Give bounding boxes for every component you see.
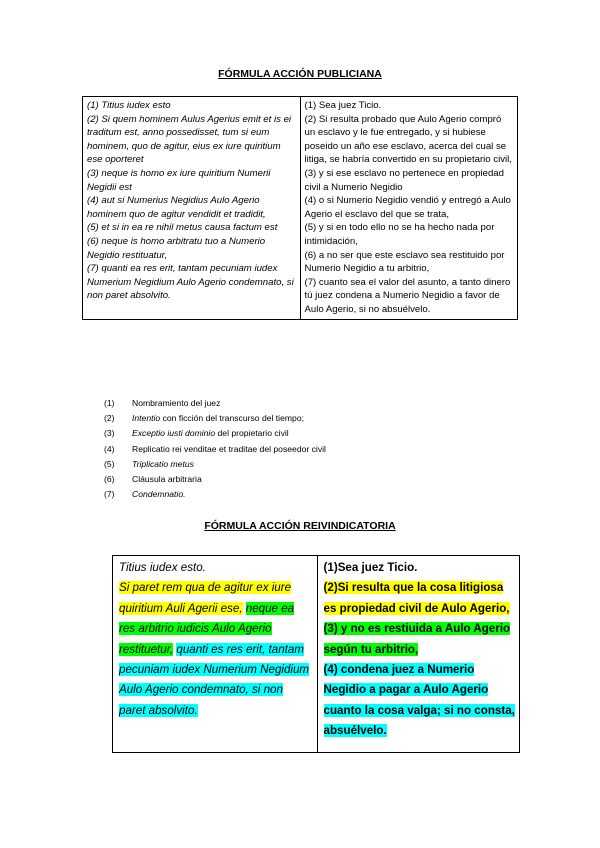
spanish-line-4: (4) o si Numerio Negidio vendió y entregó a Aulo Agerio el esclavo del que se trata, (304, 195, 511, 220)
note-number: (6) (104, 474, 115, 485)
spanish-green-highlight: (3) y no es restiuida a Aulo Agerio según tu arbitrio, (323, 622, 511, 656)
latin-line-1: (1) Titius iudex esto (87, 100, 171, 111)
latin-line-2: (2) Si quem hominem Aulus Agerius emit et is ei traditum est, anno possedisset, tum si eum hominem, quo de agitur, eius ex iure quiritium ese oporteret (87, 113, 292, 166)
spanish-yellow-line (324, 578, 515, 619)
note-item (104, 426, 326, 441)
title-accion-publiciana: FÓRMULA ACCIÓN PUBLICIANA (218, 68, 382, 80)
note-number: (1) (104, 398, 115, 408)
spanish-line-2: (2) Si resulta probado que Aulo Agerio compró un esclavo y le fue entregado, y si hubiese poseido un año ese esclavo, acerca del cual se litiga, se habría convertido en su propietario civil, (304, 113, 512, 166)
reivindicatoria-latin-cell (113, 556, 318, 753)
spanish-cyan-highlight: (4) condena juez a Numerio Negidio a pagar a Aulo Agerio cuanto la cosa valga; si no consta, absuélvelo. (323, 663, 515, 738)
note-number: (7) (104, 489, 115, 500)
note-text: con ficción del transcurso del tiempo; (160, 413, 304, 424)
note-text: Replicatio rei venditae et traditae del poseedor civil (132, 443, 326, 454)
reivindicatoria-spanish-cell (317, 556, 519, 753)
latin-plain-line: Titius iudex esto. (119, 561, 206, 574)
latin-line-3: (3) neque is homo ex iure quiritium Numerii Negidii est (87, 167, 271, 193)
note-lead: Condemnatio. (132, 489, 186, 500)
spanish-cyan-line (324, 660, 515, 742)
latin-line-6: (6) neque is homo arbitratu tuo a Numerio Negidio restituatur, (87, 235, 266, 261)
publiciana-spanish-cell (300, 97, 517, 320)
latin-cyan-highlight: quanti es res erit, tantam pecuniam iudex Numerium Negidium Aulo Agerio condemnato, si non paret absolvito. (119, 642, 310, 717)
title-accion-reivindicatoria: FÓRMULA ACCIÓN REIVINDICATORIA (204, 520, 396, 532)
note-text: Cláusula arbitraria (132, 474, 202, 485)
latin-line-7: (7) quanti ea res erit, tantam pecuniam iudex Numerium Negidium Aulo Agerio condemnato, si non paret absolvito. (87, 263, 294, 302)
latin-highlighted-text (119, 578, 313, 721)
spanish-plain-line: (1)Sea juez Ticio. (323, 561, 418, 574)
note-text: del propietario civil (215, 428, 289, 439)
publiciana-latin-cell (83, 97, 301, 320)
latin-line-5: (5) et si in ea re nihil metus causa factum est (87, 222, 278, 234)
note-item (104, 457, 326, 472)
note-number: (2) (104, 413, 115, 424)
note-item (104, 472, 326, 487)
notes-list (104, 396, 326, 502)
latin-yellow-highlight: Si paret rem qua de agitur ex iure quiritium Auli Agerii ese, (119, 581, 292, 615)
note-lead: Exceptio iusti dominio (132, 428, 216, 439)
note-number: (3) (104, 428, 115, 439)
note-item (104, 396, 326, 411)
spanish-line-5: (5) y si en todo ello no se ha hecho nada por intimidación, (304, 222, 495, 247)
note-item (104, 411, 326, 426)
spanish-line-3: (3) y si ese esclavo no pertenece en propiedad civil a Numerio Negidio (304, 167, 504, 193)
spanish-green-line (324, 619, 515, 660)
note-lead: Triplicatio metus (132, 458, 194, 469)
spanish-line-1: (1) Sea juez Ticio. (304, 100, 382, 111)
note-item (104, 487, 326, 502)
latin-line-4: (4) aut si Numerius Negidius Aulo Agerio hominem quo de agitur vendidit et tradidit, (87, 195, 266, 220)
spanish-yellow-highlight: (2)Si resulta que la cosa litigiosa es propiedad civil de Aulo Agerio, (323, 581, 510, 615)
spanish-line-6: (6) a no ser que este esclavo sea restituido por Numerio Negidio a tu arbitrio, (304, 249, 505, 275)
note-item (104, 442, 326, 457)
latin-green-highlight: neque ea res arbitrio iudicis Aulo Agerio restituetur, (119, 601, 295, 656)
note-lead: Intentio (132, 413, 161, 424)
publiciana-table (82, 96, 518, 320)
note-text: Nombramiento del juez (132, 398, 221, 408)
note-number: (4) (104, 443, 115, 454)
spanish-line-7: (7) cuanto sea el valor del asunto, a tanto dinero tú juez condena a Numerio Negidio a favor de Aulo Agerio, si no absuélvelo. (304, 276, 511, 315)
note-number: (5) (104, 458, 115, 469)
reivindicatoria-table (112, 555, 520, 753)
